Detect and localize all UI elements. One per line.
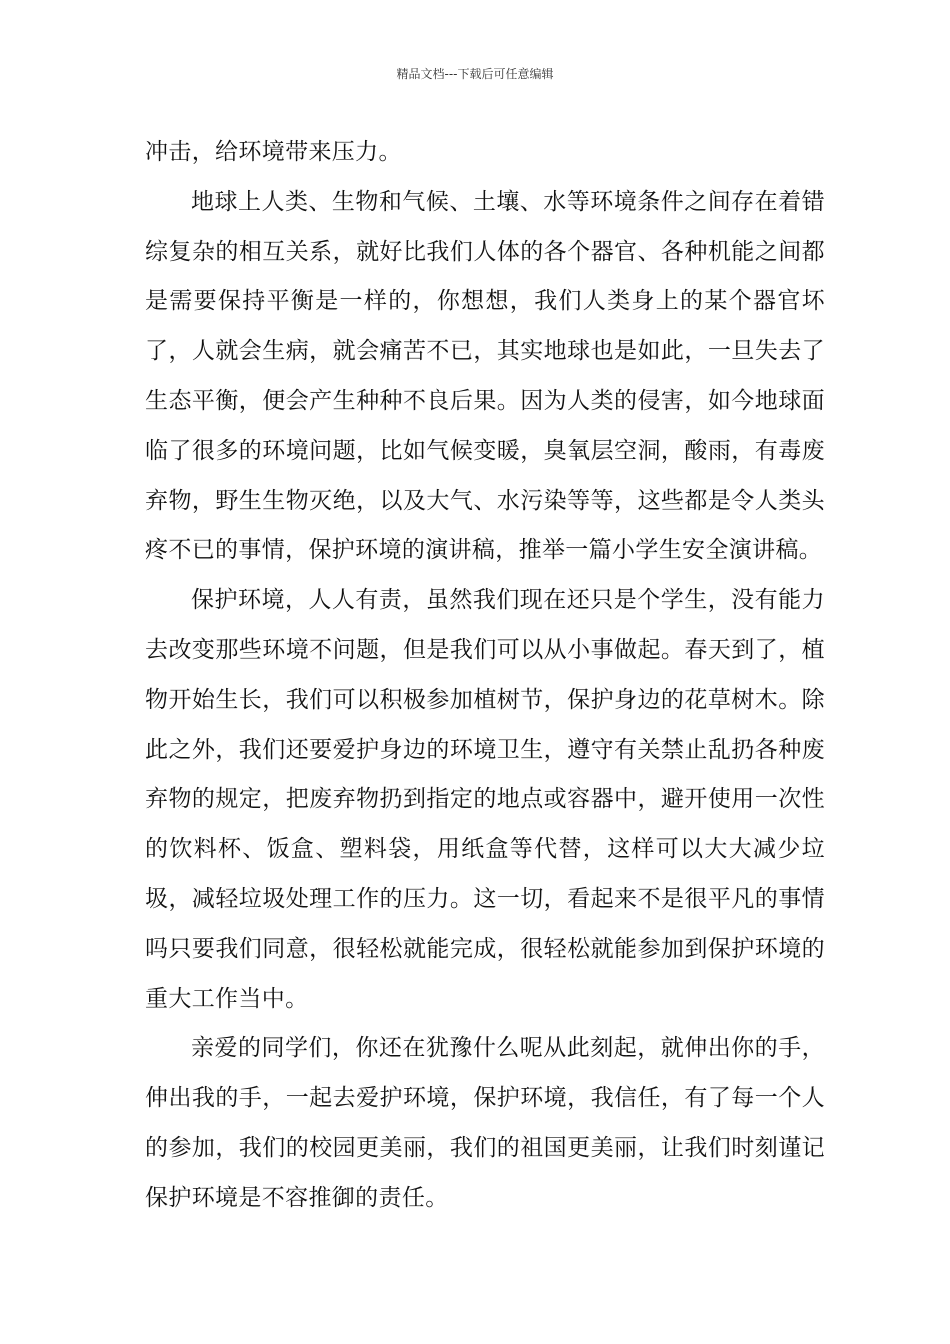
paragraph-2: 地球上人类、生物和气候、土壤、水等环境条件之间存在着错综复杂的相互关系，就好比我们人体的各个器官、各种机能之间都是需要保持平衡是一样的，你想想，我们人类身上的某个器官坏了，人就会生病，就会痛苦不已，其实地球也是如此，一旦失去了生态平衡，便会产生种种不良后果。因为人类的侵害，如今地球面临了很多的环境问题，比如气候变暖，臭氧层空洞，酸雨，有毒废弃物，野生生物灭绝，以及大气、水污染等等，这些都是令人类头疼不已的事情，保护环境的演讲稿，推举一篇小学生安全演讲稿。 [145, 188, 825, 564]
paragraph-4: 亲爱的同学们，你还在犹豫什么呢从此刻起，就伸出你的手，伸出我的手，一起去爱护环境，保护环境，我信任，有了每一个人的参加，我们的校园更美丽，我们的祖国更美丽，让我们时刻谨记保护环境是不容推御的责任。 [145, 1035, 825, 1211]
paragraph-1: 冲击，给环境带来压力。 [145, 139, 402, 165]
page-header: 精品文档---下载后可任意编辑 [396, 67, 554, 81]
paragraph-3: 保护环境，人人有责，虽然我们现在还只是个学生，没有能力去改变那些环境不问题，但是我们可以从小事做起。春天到了，植物开始生长，我们可以积极参加植树节，保护身边的花草树木。除此之外，我们还要爱护身边的环境卫生，遵守有关禁止乱扔各种废弃物的规定，把废弃物扔到指定的地点或容器中，避开使用一次性的饮料杯、饭盒、塑料袋，用纸盒等代替，这样可以大大减少垃圾，减轻垃圾处理工作的压力。这一切，看起来不是很平凡的事情吗只要我们同意，很轻松就能完成，很轻松就能参加到保护环境的重大工作当中。 [145, 587, 825, 1012]
document-body [145, 128, 825, 1224]
